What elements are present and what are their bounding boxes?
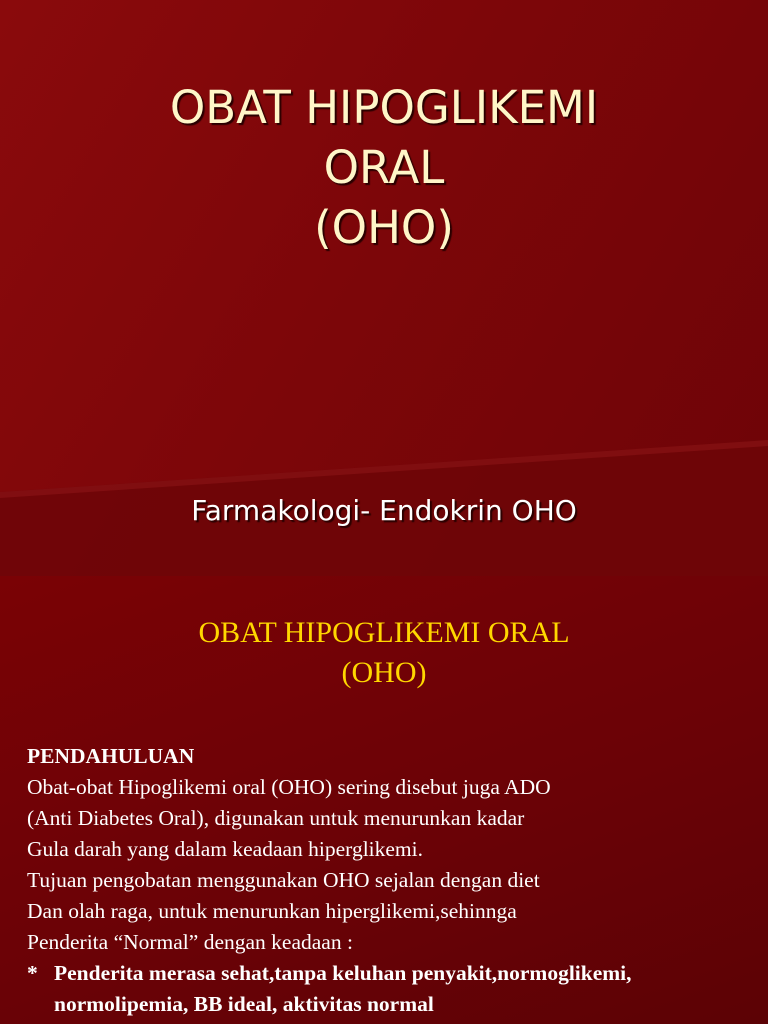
paragraph-line: Gula darah yang dalam keadaan hiperglikemi.	[27, 837, 424, 861]
slide-1-subtitle: Farmakologi- Endokrin OHO	[191, 494, 577, 527]
slide-1-title-line: ORAL	[323, 141, 445, 194]
slide-1-title	[0, 78, 768, 258]
slide-2-body	[27, 741, 755, 1020]
bullet-continuation-line: normolipemia, BB ideal, aktivitas normal	[54, 992, 434, 1016]
bullet-marker: *	[27, 961, 38, 985]
paragraph-line: Dan olah raga, untuk menurunkan hiperglikemi,sehinnga	[27, 899, 517, 923]
paragraph-line: Tujuan pengobatan menggunakan OHO sejalan dengan diet	[27, 868, 540, 892]
paragraph-line: (Anti Diabetes Oral), digunakan untuk menurunkan kadar	[27, 806, 525, 830]
slide-2-title	[0, 613, 768, 693]
paragraph-line: Obat-obat Hipoglikemi oral (OHO) sering disebut juga ADO	[27, 775, 551, 799]
slide-2-title-line: OBAT HIPOGLIKEMI ORAL	[198, 616, 570, 649]
slide-2	[0, 576, 768, 1024]
paragraph-line: Penderita “Normal” dengan keadaan :	[27, 930, 353, 954]
slide-1-title-line: OBAT HIPOGLIKEMI	[169, 81, 599, 134]
slide-2-title-line: (OHO)	[341, 656, 427, 689]
bullet-line: Penderita merasa sehat,tanpa keluhan penyakit,normoglikemi,	[54, 961, 632, 985]
bullet-item	[27, 958, 755, 989]
slide-1-title-line: (OHO)	[314, 201, 454, 254]
section-heading: PENDAHULUAN	[27, 744, 195, 768]
